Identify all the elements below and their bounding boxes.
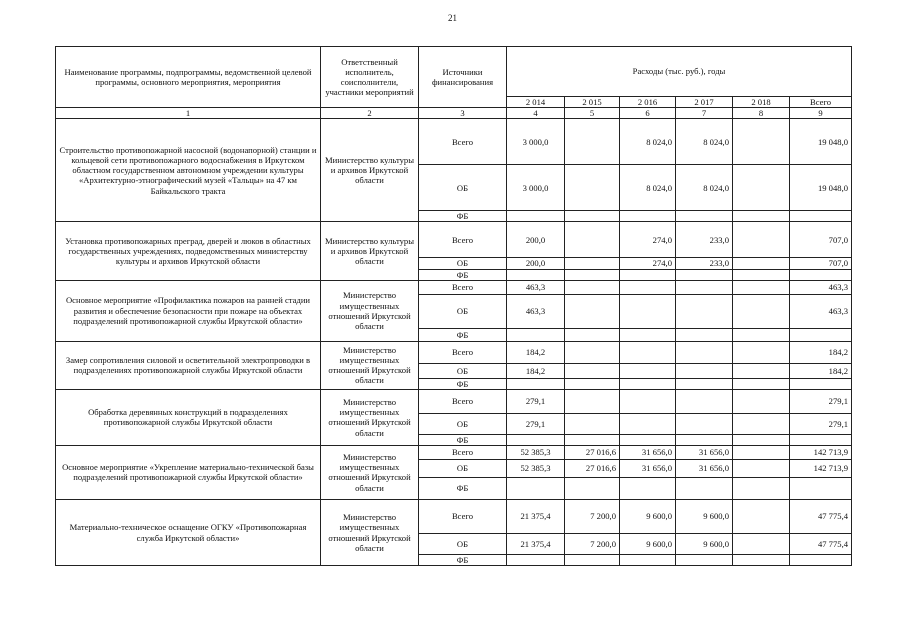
funding-source: ФБ (419, 477, 507, 499)
value-total (790, 554, 852, 565)
responsible-executor: Министерство имущественных отношений Иркутской области (321, 389, 419, 445)
value-cell (733, 328, 790, 341)
header-year: 2 018 (733, 97, 790, 108)
value-cell: 9 600,0 (620, 533, 676, 554)
activity-name: Основное мероприятие «Укрепление материально-технической базы подразделений противопожарной службы Иркутской области» (56, 445, 321, 499)
value-cell (507, 211, 565, 222)
value-cell (733, 413, 790, 434)
column-number: 1 (56, 108, 321, 119)
activity-name: Замер сопротивления силовой и осветительной электропроводки в подразделениях противопожарной службы Иркутской области (56, 341, 321, 389)
funding-source: Всего (419, 445, 507, 459)
funding-source: ОБ (419, 533, 507, 554)
header-responsible: Ответственный исполнитель, соисполнители, участники мероприятий (321, 47, 419, 108)
header-year-total: Всего (790, 97, 852, 108)
value-cell (620, 269, 676, 280)
value-cell (676, 363, 733, 378)
budget-table (55, 46, 852, 566)
value-cell: 31 656,0 (676, 459, 733, 477)
value-cell (620, 341, 676, 363)
value-cell (676, 389, 733, 413)
funding-source: ФБ (419, 554, 507, 565)
value-cell (565, 294, 620, 328)
value-cell: 200,0 (507, 258, 565, 269)
value-cell (565, 222, 620, 258)
column-number: 4 (507, 108, 565, 119)
value-cell (565, 477, 620, 499)
funding-source: ОБ (419, 413, 507, 434)
value-cell: 274,0 (620, 222, 676, 258)
value-total: 47 775,4 (790, 533, 852, 554)
table-row (56, 119, 852, 165)
value-total: 19 048,0 (790, 165, 852, 211)
value-cell (507, 269, 565, 280)
value-cell (733, 258, 790, 269)
value-cell: 184,2 (507, 363, 565, 378)
value-cell (676, 434, 733, 445)
value-total: 463,3 (790, 280, 852, 294)
value-total: 707,0 (790, 258, 852, 269)
value-cell: 279,1 (507, 413, 565, 434)
value-cell (565, 378, 620, 389)
value-cell (620, 294, 676, 328)
column-number: 9 (790, 108, 852, 119)
value-cell: 184,2 (507, 341, 565, 363)
value-total (790, 434, 852, 445)
value-cell (565, 434, 620, 445)
value-cell (733, 533, 790, 554)
value-cell (733, 378, 790, 389)
value-cell (565, 165, 620, 211)
value-cell: 3 000,0 (507, 119, 565, 165)
value-cell (565, 554, 620, 565)
value-total: 707,0 (790, 222, 852, 258)
value-cell (620, 413, 676, 434)
value-total: 279,1 (790, 389, 852, 413)
value-cell: 9 600,0 (620, 499, 676, 533)
table-row (56, 341, 852, 363)
value-cell (676, 413, 733, 434)
value-cell: 8 024,0 (620, 165, 676, 211)
value-cell: 7 200,0 (565, 533, 620, 554)
value-cell (620, 378, 676, 389)
value-cell (733, 389, 790, 413)
value-cell (620, 328, 676, 341)
value-cell (733, 294, 790, 328)
funding-source: Всего (419, 341, 507, 363)
value-cell (565, 119, 620, 165)
value-cell (733, 119, 790, 165)
value-cell (507, 328, 565, 341)
value-cell (733, 554, 790, 565)
value-cell: 200,0 (507, 222, 565, 258)
value-cell (676, 328, 733, 341)
value-cell: 21 375,4 (507, 499, 565, 533)
value-total (790, 269, 852, 280)
value-cell: 463,3 (507, 280, 565, 294)
column-number: 7 (676, 108, 733, 119)
value-cell: 279,1 (507, 389, 565, 413)
value-cell (676, 269, 733, 280)
value-cell (565, 341, 620, 363)
value-total (790, 378, 852, 389)
value-cell (565, 328, 620, 341)
value-cell (676, 280, 733, 294)
funding-source: ФБ (419, 328, 507, 341)
funding-source: Всего (419, 499, 507, 533)
value-total: 142 713,9 (790, 445, 852, 459)
value-cell (507, 378, 565, 389)
value-cell (676, 211, 733, 222)
value-cell (733, 222, 790, 258)
header-year: 2 017 (676, 97, 733, 108)
responsible-executor: Министерство имущественных отношений Иркутской области (321, 499, 419, 565)
activity-name: Строительство противопожарной насосной (водонапорной) станции и кольцевой сети противопожарного водоснабжения в Иркутском областном государственном автономном учреждении культуры «Архитектурно-этнографический музей «Тальцы» на 47 км Байкальского тракта (56, 119, 321, 222)
value-cell (733, 341, 790, 363)
value-cell (565, 280, 620, 294)
value-cell: 8 024,0 (620, 119, 676, 165)
value-cell: 31 656,0 (676, 445, 733, 459)
funding-source: ФБ (419, 434, 507, 445)
value-cell (733, 434, 790, 445)
value-cell (676, 341, 733, 363)
header-year: 2 016 (620, 97, 676, 108)
value-cell: 233,0 (676, 258, 733, 269)
column-number: 2 (321, 108, 419, 119)
value-cell: 9 600,0 (676, 499, 733, 533)
value-cell (565, 413, 620, 434)
value-cell: 21 375,4 (507, 533, 565, 554)
value-cell (676, 554, 733, 565)
value-cell (676, 378, 733, 389)
funding-source: ОБ (419, 165, 507, 211)
funding-source: Всего (419, 389, 507, 413)
responsible-executor: Министерство культуры и архивов Иркутской области (321, 119, 419, 222)
value-cell (620, 211, 676, 222)
value-cell (620, 434, 676, 445)
funding-source: ФБ (419, 269, 507, 280)
value-cell (733, 211, 790, 222)
activity-name: Материально-техническое оснащение ОГКУ «Противопожарная служба Иркутской области» (56, 499, 321, 565)
value-total (790, 328, 852, 341)
value-cell (620, 363, 676, 378)
table-row (56, 389, 852, 413)
value-cell: 463,3 (507, 294, 565, 328)
value-cell (733, 269, 790, 280)
value-total: 19 048,0 (790, 119, 852, 165)
value-cell (620, 554, 676, 565)
value-cell (733, 280, 790, 294)
table-row (56, 280, 852, 294)
header-row (56, 47, 852, 97)
value-cell: 31 656,0 (620, 445, 676, 459)
responsible-executor: Министерство имущественных отношений Иркутской области (321, 280, 419, 341)
value-cell: 27 016,6 (565, 445, 620, 459)
value-cell (507, 554, 565, 565)
value-cell (507, 477, 565, 499)
value-cell (733, 165, 790, 211)
table-row (56, 222, 852, 258)
value-cell: 9 600,0 (676, 533, 733, 554)
funding-source: Всего (419, 222, 507, 258)
funding-source: ОБ (419, 294, 507, 328)
value-cell (676, 294, 733, 328)
value-cell: 7 200,0 (565, 499, 620, 533)
value-cell: 8 024,0 (676, 165, 733, 211)
header-name: Наименование программы, подпрограммы, ведомственной целевой программы, основного мероприятия, мероприятия (56, 47, 321, 108)
funding-source: ФБ (419, 211, 507, 222)
value-cell (733, 363, 790, 378)
column-number: 6 (620, 108, 676, 119)
value-cell: 27 016,6 (565, 459, 620, 477)
value-cell (733, 445, 790, 459)
page-number: 21 (448, 13, 457, 23)
responsible-executor: Министерство имущественных отношений Иркутской области (321, 445, 419, 499)
value-total: 279,1 (790, 413, 852, 434)
header-expenses: Расходы (тыс. руб.), годы (507, 47, 852, 97)
funding-source: Всего (419, 280, 507, 294)
responsible-executor: Министерство имущественных отношений Иркутской области (321, 341, 419, 389)
value-cell (565, 258, 620, 269)
column-numbers-row (56, 108, 852, 119)
header-year: 2 015 (565, 97, 620, 108)
value-cell: 52 385,3 (507, 459, 565, 477)
value-cell (620, 389, 676, 413)
header-source: Источники финансирования (419, 47, 507, 108)
funding-source: ОБ (419, 459, 507, 477)
funding-source: ОБ (419, 363, 507, 378)
table-row (56, 445, 852, 459)
column-number: 3 (419, 108, 507, 119)
activity-name: Основное мероприятие «Профилактика пожаров на ранней стадии развития и обеспечение безопасности при пожаре на объектах подразделений противопожарной службы Иркутской области» (56, 280, 321, 341)
value-total: 184,2 (790, 363, 852, 378)
value-cell (565, 389, 620, 413)
value-cell (565, 363, 620, 378)
value-cell: 233,0 (676, 222, 733, 258)
value-total (790, 211, 852, 222)
activity-name: Установка противопожарных преград, дверей и люков в областных государственных учреждениях, подведомственных министерству культуры и архивов Иркутской области (56, 222, 321, 280)
value-total: 184,2 (790, 341, 852, 363)
value-cell (733, 477, 790, 499)
value-cell: 3 000,0 (507, 165, 565, 211)
value-total: 47 775,4 (790, 499, 852, 533)
value-cell: 31 656,0 (620, 459, 676, 477)
value-cell (620, 477, 676, 499)
value-cell (733, 459, 790, 477)
value-total: 463,3 (790, 294, 852, 328)
value-cell (676, 477, 733, 499)
column-number: 8 (733, 108, 790, 119)
funding-source: ФБ (419, 378, 507, 389)
funding-source: Всего (419, 119, 507, 165)
activity-name: Обработка деревянных конструкций в подразделениях противопожарной службы Иркутской области (56, 389, 321, 445)
value-cell (565, 211, 620, 222)
value-cell: 274,0 (620, 258, 676, 269)
value-cell (620, 280, 676, 294)
funding-source: ОБ (419, 258, 507, 269)
value-cell: 52 385,3 (507, 445, 565, 459)
value-total: 142 713,9 (790, 459, 852, 477)
value-cell: 8 024,0 (676, 119, 733, 165)
value-total (790, 477, 852, 499)
header-year: 2 014 (507, 97, 565, 108)
value-cell (733, 499, 790, 533)
table-row (56, 499, 852, 533)
responsible-executor: Министерство культуры и архивов Иркутской области (321, 222, 419, 280)
value-cell (565, 269, 620, 280)
value-cell (507, 434, 565, 445)
column-number: 5 (565, 108, 620, 119)
